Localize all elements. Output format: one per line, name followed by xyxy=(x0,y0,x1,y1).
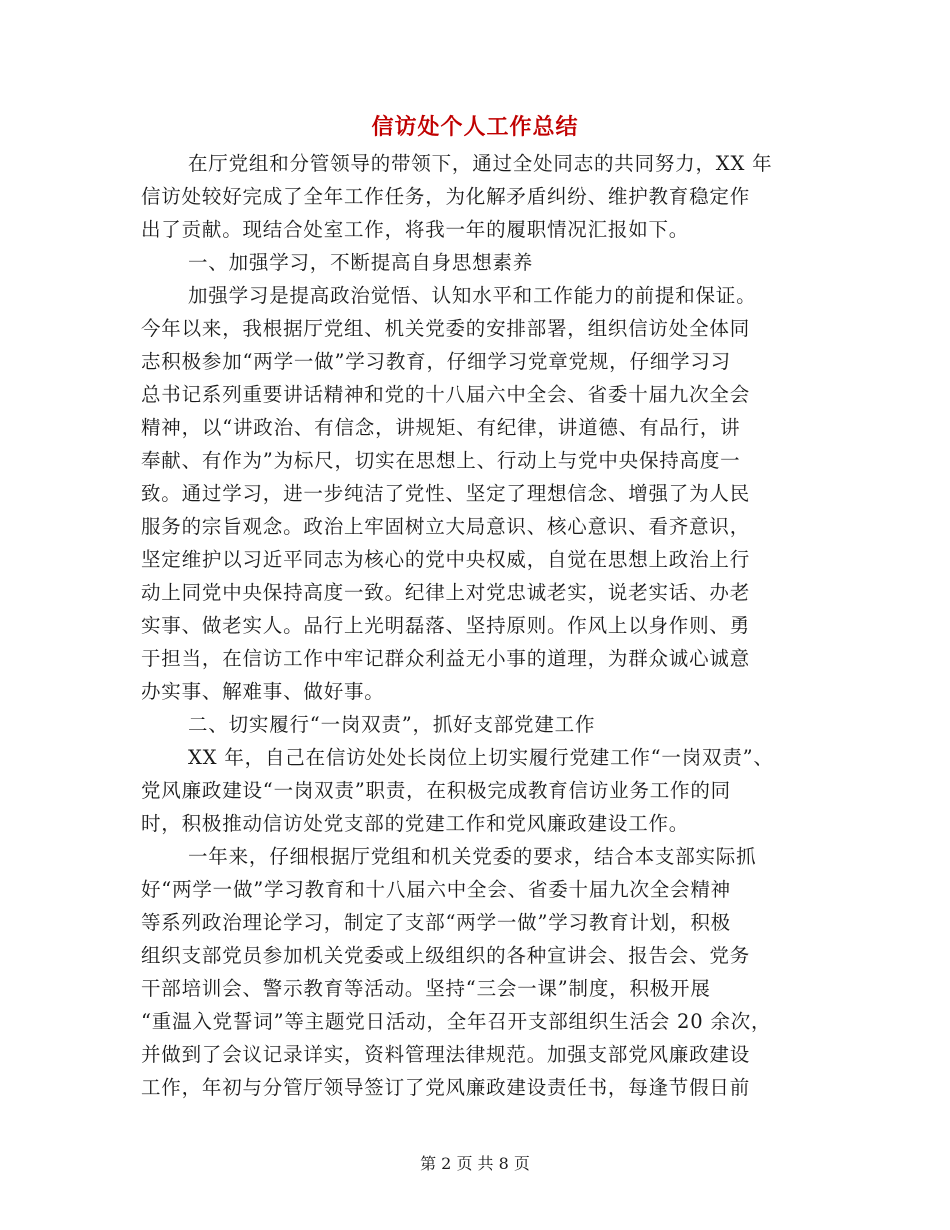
paragraph-line: 办实事、解难事、做好事。 xyxy=(141,680,385,703)
paragraph-line: 组织支部党员参加机关党委或上级组织的各种宣讲会、报告会、党务 xyxy=(141,944,751,967)
section-heading: 二、切实履行“一岗双责”，抓好支部党建工作 xyxy=(188,713,596,736)
paragraph-line: 一年来，仔细根据厅党组和机关党委的要求，结合本支部实际抓 xyxy=(188,845,757,868)
paragraph-line: 总书记系列重要讲话精神和党的十八届六中全会、省委十届九次全会 xyxy=(141,383,751,406)
paragraph-line: 信访处较好完成了全年工作任务，为化解矛盾纠纷、维护教育稳定作 xyxy=(141,185,751,208)
paragraph-line: 动上同党中央保持高度一致。纪律上对党忠诚老实，说老实话、办老 xyxy=(141,581,751,604)
paragraph-line: 致。通过学习，进一步纯洁了党性、坚定了理想信念、增强了为人民 xyxy=(141,482,751,505)
section-heading: 一、加强学习，不断提高自身思想素养 xyxy=(188,251,534,274)
paragraph-line: 干部培训会、警示教育等活动。坚持“三会一课”制度，积极开展 xyxy=(141,977,711,1000)
paragraph-line: 出了贡献。现结合处室工作，将我一年的履职情况汇报如下。 xyxy=(141,218,690,241)
paragraph-line: 服务的宗旨观念。政治上牢固树立大局意识、核心意识、看齐意识， xyxy=(141,515,751,538)
paragraph-line: “重温入党誓词”等主题党日活动，全年召开支部组织生活会 20 余次， xyxy=(141,1010,772,1033)
paragraph-line: XX 年，自己在信访处处长岗位上切实履行党建工作“一岗双责”、 xyxy=(188,746,774,769)
paragraph-line: 志积极参加“两学一做”学习教育，仔细学习党章党规，仔细学习习 xyxy=(141,350,731,373)
paragraph-line: 好“两学一做”学习教育和十八届六中全会、省委十届九次全会精神 xyxy=(141,878,731,901)
page-number: 第 2 页 共 8 页 xyxy=(420,1154,530,1173)
paragraph-line: 于担当，在信访工作中牢记群众利益无小事的道理，为群众诚心诚意 xyxy=(141,647,751,670)
paragraph-line: 党风廉政建设“一岗双责”职责，在积极完成教育信访业务工作的同 xyxy=(141,779,731,802)
paragraph-line: 精神，以“讲政治、有信念，讲规矩、有纪律，讲道德、有品行，讲 xyxy=(141,416,741,439)
paragraph-line: 今年以来，我根据厅党组、机关党委的安排部署，组织信访处全体同 xyxy=(141,317,751,340)
paragraph-line: 时，积极推动信访处党支部的党建工作和党风廉政建设工作。 xyxy=(141,812,690,835)
paragraph-line: 实事、做老实人。品行上光明磊落、坚持原则。作风上以身作则、勇 xyxy=(141,614,751,637)
document-title: 信访处个人工作总结 xyxy=(371,114,579,140)
paragraph-line: 工作，年初与分管厅领导签订了党风廉政建设责任书，每逢节假日前 xyxy=(141,1076,751,1099)
paragraph-line: 坚定维护以习近平同志为核心的党中央权威，自觉在思想上政治上行 xyxy=(141,548,751,571)
paragraph-line: 等系列政治理论学习，制定了支部“两学一做”学习教育计划，积极 xyxy=(141,911,731,934)
paragraph-line: 奉献、有作为”为标尺，切实在思想上、行动上与党中央保持高度一 xyxy=(141,449,741,472)
paragraph-line: 在厅党组和分管领导的带领下，通过全处同志的共同努力，XX 年 xyxy=(188,152,773,175)
paragraph-line: 加强学习是提高政治觉悟、认知水平和工作能力的前提和保证。 xyxy=(188,284,757,307)
paragraph-line: 并做到了会议记录详实，资料管理法律规范。加强支部党风廉政建设 xyxy=(141,1043,751,1066)
